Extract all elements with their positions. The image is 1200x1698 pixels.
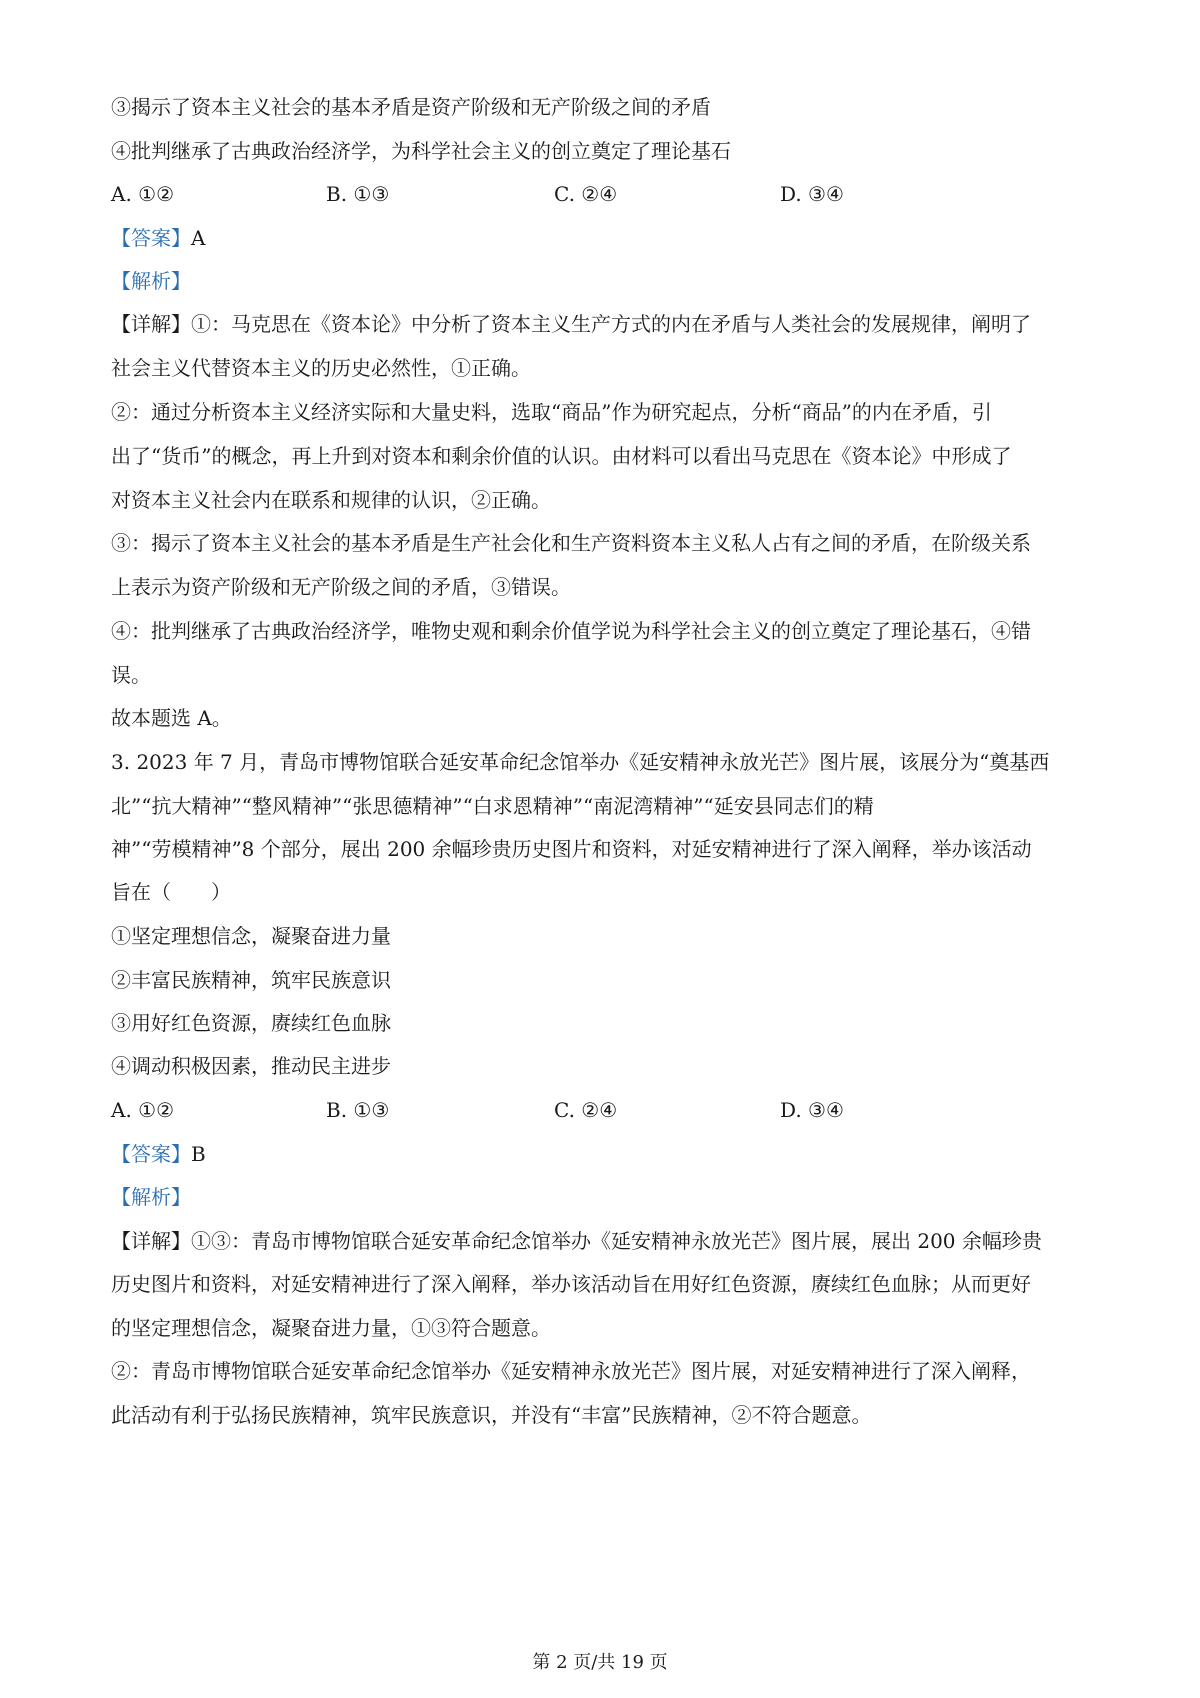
q3-item-4: ④调动积极因素，推动民主进步 — [111, 1054, 391, 1078]
q3-option-a: A. ①② — [111, 1098, 175, 1122]
q2-item-4: ④批判继承了古典政治经济学，为科学社会主义的创立奠定了理论基石 — [111, 139, 731, 163]
q2-option-d: D. ③④ — [780, 182, 844, 206]
page-footer: 第 2 页/共 19 页 — [532, 1652, 668, 1673]
q2-detail-line: 对资本主义社会内在联系和规律的认识，②正确。 — [111, 488, 551, 512]
q3-detail-line: 此活动有利于弘扬民族精神，筑牢民族意识，并没有“丰富”民族精神，②不符合题意。 — [111, 1403, 872, 1427]
q2-detail-line: 出了“货币”的概念，再上升到对资本和剩余价值的认识。由材料可以看出马克思在《资本论》中形成了 — [111, 444, 1012, 468]
q2-answer — [111, 225, 1101, 251]
q2-answer-label: 【答案】 — [111, 226, 191, 250]
q3-analysis-label: 【解析】 — [111, 1185, 191, 1209]
q2-option-c: C. ②④ — [554, 182, 618, 206]
q2-detail-line: ②：通过分析资本主义经济实际和大量史料，选取“商品”作为研究起点，分析“商品”的内在矛盾，引 — [111, 400, 992, 424]
q3-option-b: B. ①③ — [326, 1098, 390, 1122]
q3-detail-line: 的坚定理想信念，凝聚奋进力量，①③符合题意。 — [111, 1316, 551, 1340]
q3-answer-label: 【答案】 — [111, 1142, 191, 1166]
q3-stem-line: 神”“劳模精神”8 个部分，展出 200 余幅珍贵历史图片和资料，对延安精神进行了深入阐释，举办该活动 — [111, 837, 1032, 861]
q3-item-2: ②丰富民族精神，筑牢民族意识 — [111, 968, 391, 992]
q2-options — [111, 181, 1101, 207]
q3-detail-label: 【详解】 — [111, 1229, 191, 1253]
q3-option-d: D. ③④ — [780, 1098, 844, 1122]
q2-option-b: B. ①③ — [326, 182, 390, 206]
q2-answer-value: A — [191, 226, 206, 250]
q2-option-a: A. ①② — [111, 182, 175, 206]
q2-item-3: ③揭示了资本主义社会的基本矛盾是资产阶级和无产阶级之间的矛盾 — [111, 95, 711, 119]
q2-detail-line: 社会主义代替资本主义的历史必然性，①正确。 — [111, 356, 531, 380]
q3-detail-line — [111, 1228, 1101, 1254]
q3-options — [111, 1097, 1101, 1123]
q2-detail-line: ③：揭示了资本主义社会的基本矛盾是生产社会化和生产资料资本主义私人占有之间的矛盾，在阶级关系 — [111, 531, 1031, 555]
q3-detail-line: 历史图片和资料，对延安精神进行了深入阐释，举办该活动旨在用好红色资源，赓续红色血脉；从而更好 — [111, 1272, 1031, 1296]
q2-detail-text: ①：马克思在《资本论》中分析了资本主义生产方式的内在矛盾与人类社会的发展规律，阐明了 — [191, 312, 1031, 336]
q3-analysis-heading — [111, 1184, 1101, 1210]
q2-conclusion: 故本题选 A。 — [111, 706, 232, 730]
q3-stem-line: 旨在（ ） — [111, 880, 231, 904]
q2-detail-line: ④：批判继承了古典政治经济学，唯物史观和剩余价值学说为科学社会主义的创立奠定了理论基石，④错 — [111, 619, 1031, 643]
q3-detail-text: ①③：青岛市博物馆联合延安革命纪念馆举办《延安精神永放光芒》图片展，展出 200 余幅珍贵 — [191, 1229, 1042, 1253]
q3-item-1: ①坚定理想信念，凝聚奋进力量 — [111, 924, 391, 948]
q3-stem-line: 北”“抗大精神”“整风精神”“张思德精神”“白求恩精神”“南泥湾精神”“延安县同志们的精 — [111, 794, 874, 818]
q2-detail-line: 上表示为资产阶级和无产阶级之间的矛盾，③错误。 — [111, 575, 571, 599]
q2-detail-line — [111, 311, 1101, 337]
q3-detail-line: ②：青岛市博物馆联合延安革命纪念馆举办《延安精神永放光芒》图片展，对延安精神进行了深入阐释， — [111, 1359, 1031, 1383]
q2-analysis-heading — [111, 268, 1101, 294]
q3-answer-value: B — [191, 1142, 206, 1166]
q3-option-c: C. ②④ — [554, 1098, 618, 1122]
q2-detail-line: 误。 — [111, 663, 151, 687]
q3-stem-line: 3. 2023 年 7 月，青岛市博物馆联合延安革命纪念馆举办《延安精神永放光芒》图片展，该展分为“奠基西 — [111, 750, 1050, 774]
q3-item-3: ③用好红色资源，赓续红色血脉 — [111, 1011, 391, 1035]
q2-analysis-label: 【解析】 — [111, 269, 191, 293]
q2-detail-label: 【详解】 — [111, 312, 191, 336]
q3-answer — [111, 1141, 1101, 1167]
